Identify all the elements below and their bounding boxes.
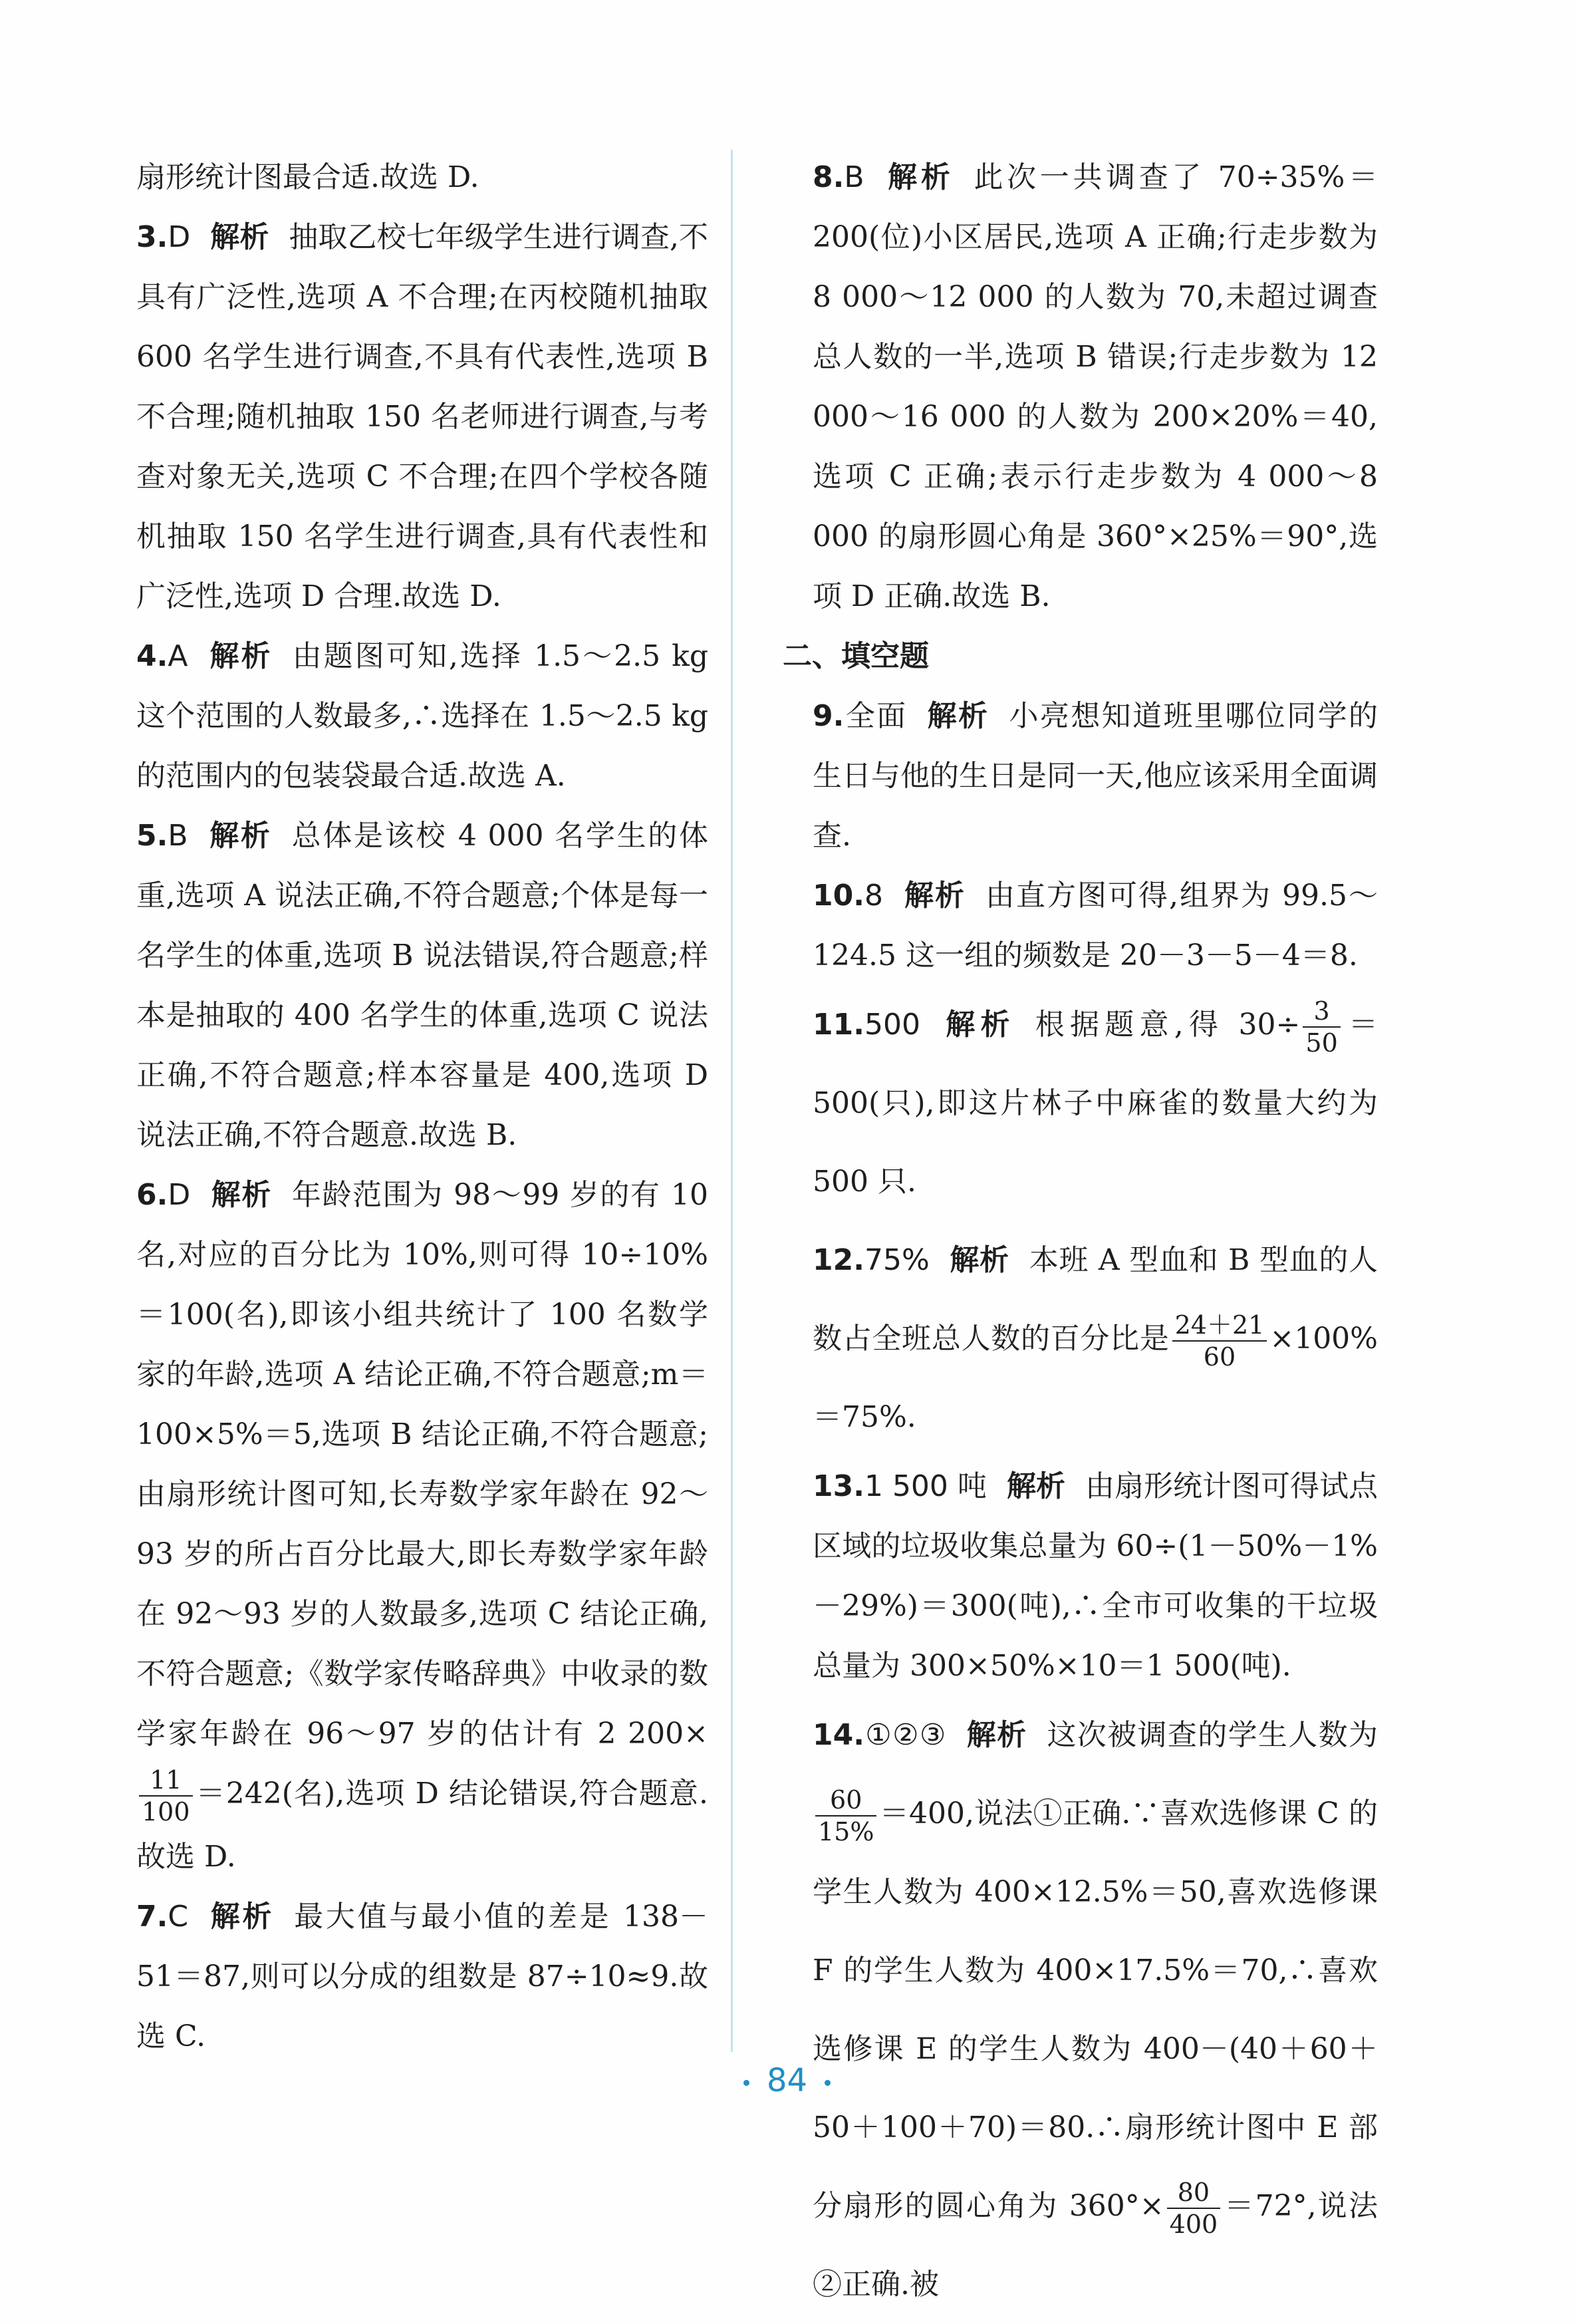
analysis-label: 解析 — [884, 160, 954, 194]
fraction-denominator: 60 — [1203, 1342, 1236, 1372]
fraction-denominator: 15% — [818, 1816, 874, 1846]
fraction-numerator: 11 — [139, 1765, 193, 1797]
q2-continuation: 扇形统计图最合适.故选 D. — [136, 160, 479, 194]
column-divider — [731, 150, 733, 2052]
analysis-text-cont: ＝242(名),选项 D 结论错误,符合题意.故选 D. — [136, 1777, 708, 1874]
analysis-label: 解析 — [949, 1243, 1009, 1277]
fraction-numerator: 80 — [1167, 2177, 1221, 2209]
answer-value: 1 500 吨 — [864, 1469, 987, 1503]
answer-value: 75% — [864, 1243, 930, 1277]
fraction-numerator: 3 — [1303, 996, 1340, 1028]
analysis-text-cont: ×100%＝75%. — [813, 1322, 1378, 1434]
analysis-label: 解析 — [208, 1899, 275, 1934]
fraction-denominator: 50 — [1305, 1028, 1338, 1058]
answer-item-3 — [136, 208, 708, 627]
analysis-text-cont: ＝500(只),即这片林子中麻雀的数量大约为 500 只. — [813, 1008, 1378, 1199]
answer-choice: D — [168, 220, 191, 254]
item-number: 4. — [136, 639, 168, 673]
analysis-label: 解析 — [210, 220, 269, 254]
answer-item-7 — [136, 1887, 708, 2067]
answer-choice: B — [168, 819, 188, 853]
item-number: 8. — [813, 160, 845, 194]
analysis-text: 这次被调查的学生人数为 — [1047, 1718, 1378, 1752]
section-heading: 二、填空题 — [783, 639, 929, 673]
answer-choice: C — [168, 1899, 189, 1934]
analysis-text: 由题图可知,选择 1.5～2.5 kg 这个范围的人数最多,∴选择在 1.5～2.5 kg 的范围内的包装袋最合适.故选 A. — [136, 639, 708, 793]
page-number — [0, 2062, 1574, 2099]
item-number: 7. — [136, 1899, 168, 1934]
fraction — [1172, 1310, 1267, 1372]
fraction-numerator: 60 — [815, 1785, 876, 1816]
item-number: 9. — [813, 699, 845, 733]
answer-item-12 — [813, 1221, 1378, 1457]
analysis-text-end: ＝72°,说法②正确.被 — [813, 2189, 1378, 2301]
analysis-text: 抽取乙校七年级学生进行调查,不具有广泛性,选项 A 不合理;在丙校随机抽取 600 名学生进行调查,不具有代表性,选项 B 不合理;随机抽取 150 名老师进行调查,与考查对象无关,选项 C 不合理;在四个学校各随机抽取 150 名学生进行调查,具有代表性和广泛性,选项 D 合理.故选 D. — [136, 220, 708, 613]
answer-choice: B — [844, 160, 864, 194]
fraction — [1303, 996, 1340, 1058]
analysis-label: 解析 — [207, 819, 272, 853]
analysis-text: 此次一共调查了 70÷35%＝200(位)小区居民,选项 A 正确;行走步数为 8 000～12 000 的人数为 70,未超过调查总人数的一半,选项 B 错误;行走步数为 12 000～16 000 的人数为 200×20%＝40,选项 C 正确;表示行走步数为 4 000～8 000 的扇形圆心角是 360°×25%＝90°,选项 D 正确.故选 B. — [813, 160, 1378, 613]
answer-item-13 — [813, 1457, 1378, 1696]
answer-item-10 — [813, 866, 1378, 986]
fraction — [139, 1765, 193, 1827]
analysis-text: 由直方图可得,组界为 99.5～124.5 这一组的频数是 20－3－5－4＝8. — [813, 879, 1378, 972]
analysis-label: 解析 — [902, 879, 966, 913]
item-number: 3. — [136, 220, 168, 254]
item-number: 11. — [813, 1008, 864, 1042]
answer-item-11 — [813, 986, 1378, 1221]
analysis-text: 本班 A 型血和 B 型血的人数占全班总人数的百分比是 — [813, 1243, 1378, 1356]
fraction-numerator: 24＋21 — [1172, 1310, 1267, 1342]
item-number: 13. — [813, 1469, 864, 1503]
analysis-label: 解析 — [927, 699, 989, 733]
fraction — [1167, 2177, 1221, 2240]
answer-value: 500 — [864, 1008, 920, 1042]
analysis-text: 由扇形统计图可得试点区域的垃圾收集总量为 60÷(1－50%－1%－29%)＝300(吨),∴全市可收集的干垃圾总量为 300×50%×10＝1 500(吨). — [813, 1469, 1378, 1683]
fraction-denominator: 100 — [142, 1797, 190, 1826]
answer-value: ①②③ — [864, 1718, 947, 1752]
analysis-label: 解析 — [940, 1008, 1015, 1042]
page-number-text: 84 — [766, 2062, 808, 2099]
answer-item-5 — [136, 806, 708, 1165]
analysis-label: 解析 — [1006, 1469, 1065, 1503]
analysis-text: 年龄范围为 98～99 岁的有 10 名,对应的百分比为 10%,则可得 10÷10%＝100(名),即该小组共统计了 100 名数学家的年龄,选项 A 结论正确,不符合题意;m＝100×5%＝5,选项 B 结论正确,不符合题意;由扇形统计图可知,长寿数学家年龄在 92～93 岁的所占百分比最大,即长寿数学家年龄在 92～93 岁的人数最多,选项 C 结论正确,不符合题意;《数学家传略辞典》中收录的数学家年龄在 96～97 岁的估计有 2 200× — [136, 1178, 708, 1751]
analysis-text: 最大值与最小值的差是 138－51＝87,则可以分成的组数是 87÷10≈9.故选 C. — [136, 1899, 709, 2053]
item-number: 10. — [813, 879, 864, 913]
answer-value: 8 — [864, 879, 883, 913]
analysis-label: 解析 — [966, 1718, 1027, 1752]
item-number: 5. — [136, 819, 168, 853]
answer-item-6 — [136, 1165, 708, 1887]
answer-item-4 — [136, 627, 708, 806]
answer-value: 全面 — [844, 699, 908, 733]
fraction-denominator: 400 — [1169, 2209, 1218, 2239]
answer-choice: D — [168, 1178, 191, 1212]
item-number: 12. — [813, 1243, 864, 1277]
answer-choice: A — [168, 639, 188, 673]
item-number: 6. — [136, 1178, 168, 1212]
analysis-text-cont: ＝400,说法①正确.∵喜欢选修课 C 的学生人数为 400×12.5%＝50,喜欢选修课 F 的学生人数为 400×17.5%＝70,∴喜欢选修课 E 的学生人数为 400－(40＋60＋50＋100＋70)＝80.∴扇形统计图中 E 部分扇形的圆心角为 360°× — [813, 1797, 1378, 2223]
left-column — [136, 148, 708, 2067]
analysis-text: 总体是该校 4 000 名学生的体重,选项 A 说法正确,不符合题意;个体是每一名学生的体重,选项 B 说法错误,符合题意;样本是抽取的 400 名学生的体重,选项 C 说法正确,不符合题意;样本容量是 400,选项 D 说法正确,不符合题意.故选 B. — [136, 819, 709, 1152]
analysis-label: 解析 — [207, 639, 273, 673]
analysis-text: 小亮想知道班里哪位同学的生日与他的生日是同一天,他应该采用全面调查. — [813, 699, 1378, 853]
answer-item-8 — [813, 148, 1378, 627]
bullet-dot-icon — [825, 2080, 831, 2086]
fraction — [815, 1785, 876, 1847]
analysis-label: 解析 — [210, 1178, 272, 1212]
answer-item-14 — [813, 1696, 1378, 2324]
bullet-dot-icon — [743, 2080, 749, 2086]
analysis-text: 根据题意,得 30÷ — [1035, 1008, 1301, 1042]
answer-item-9 — [813, 686, 1378, 866]
item-number: 14. — [813, 1718, 864, 1752]
